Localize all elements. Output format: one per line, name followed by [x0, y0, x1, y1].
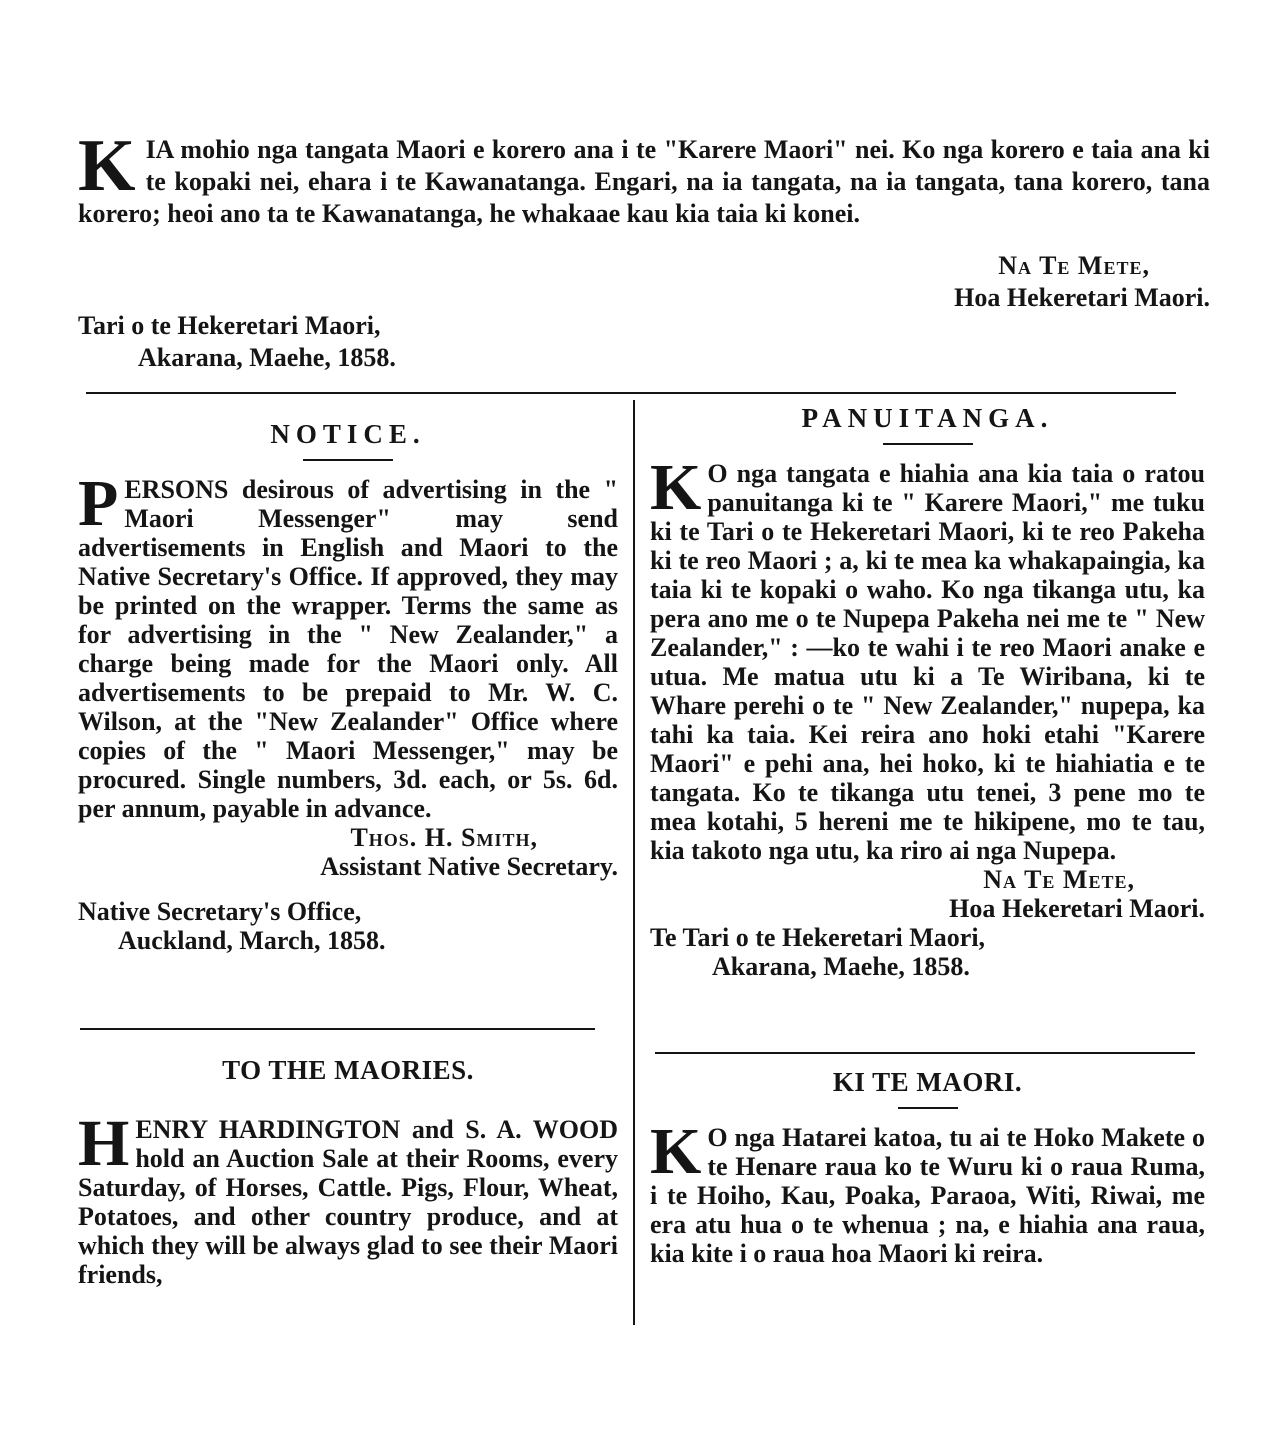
right-section-rule: [655, 1052, 1195, 1054]
ki-te-maori-text: O nga Hatarei katoa, tu ai te Hoko Makete o te Henare raua ko te Wuru ki o raua Ruma, i te Hoiho, Kau, Poaka, Paraoa, Witi, Riwai, me era atu hua o te whenua ; na, e hiahia ana raua, kia kite i o raua hoa Maori ki reira.: [650, 1123, 1205, 1268]
panuitanga-signature-title: Hoa Hekeretari Maori.: [949, 894, 1205, 923]
top-notice-text: IA mohio nga tangata Maori e korero ana i te "Karere Maori" nei. Ko nga korero e taia ana ki te kopaki nei, ehara i te Kawanatanga. Engari, na ia tangata, na ia tangata, tana korero, tana korero; heoi ano ta te Kawanatanga, he whakaae kau kia taia ki konei.: [78, 135, 1210, 228]
panuitanga-heading-rule: [883, 443, 973, 445]
top-notice-signature: [78, 250, 1210, 314]
panuitanga-heading: PANUITANGA.: [801, 403, 1054, 433]
to-maories-section: [78, 1056, 618, 1289]
ki-te-maori-body: [650, 1115, 1205, 1268]
notice-heading: NOTICE.: [270, 419, 426, 449]
ki-te-maori-dropcap: K: [650, 1115, 702, 1188]
left-section-rule: [80, 1028, 595, 1030]
notice-office-line2: Auckland, March, 1858.: [118, 926, 386, 955]
notice-heading-rule: [303, 459, 393, 461]
panuitanga-body: [650, 451, 1205, 865]
ki-te-maori-heading-rule: [898, 1107, 958, 1109]
panuitanga-signature-name: Na Te Mete,: [983, 865, 1135, 894]
top-notice-office: [78, 310, 396, 374]
to-maories-heading: TO THE MAORIES.: [222, 1055, 474, 1085]
panuitanga-office-line2: Akarana, Maehe, 1858.: [712, 952, 970, 981]
to-maories-text: ENRY HARDINGTON and S. A. WOOD hold an Auction Sale at their Rooms, every Saturday, of Horses, Cattle. Pigs, Flour, Wheat, Potatoes, and other country produce, and at which they will be always glad to see their Maori friends,: [78, 1115, 618, 1289]
notice-body: [78, 467, 618, 823]
to-maories-dropcap: H: [78, 1107, 130, 1180]
notice-office-line1: Native Secretary's Office,: [78, 897, 362, 926]
ki-te-maori-section: [650, 1068, 1205, 1268]
top-office-line1: Tari o te Hekeretari Maori,: [78, 311, 381, 340]
top-signature-title: Hoa Hekeretari Maori.: [954, 283, 1210, 312]
horizontal-rule: [86, 392, 1176, 394]
top-notice: [78, 125, 1210, 230]
to-maories-body: [78, 1107, 618, 1289]
top-office-line2: Akarana, Maehe, 1858.: [138, 343, 396, 372]
top-notice-dropcap: K: [78, 125, 136, 207]
column-divider: [633, 400, 635, 1325]
panuitanga-office-line1: Te Tari o te Hekeretari Maori,: [650, 923, 986, 952]
panuitanga-dropcap: K: [650, 451, 702, 524]
panuitanga-text: O nga tangata e hiahia ana kia taia o ratou panuitanga ki te " Karere Maori," me tuku ki te Tari o te Hekeretari Maori, ki te reo Pakeha ki te reo Maori ; a, ki te mea ka whakapaingia, ka taia ki te kopaki o waho. Ko nga tikanga utu, ka pera ano me o te Nupepa Pakeha nei me te " New Zealander," : —ko te wahi i te reo Maori anake e utua. Me matua utu ki a Te Wiribana, ki te Whare perehi o te " New Zealander," nupepa, ka tahi ka taia. Kei reira ano hoki etahi "Karere Maori" e pehi ana, hei hoko, ki te hiahiatia e te tangata. Ko te tikanga utu tenei, 3 pene mo te mea kotahi, 5 hereni me te hikipene, mo te tau, kia takoto nga utu, ka riro ai nga Nupepa.: [650, 459, 1205, 865]
notice-text: ERSONS desirous of advertising in the " Maori Messenger" may send advertisements in English and Maori to the Native Secretary's Office. If approved, they may be printed on the wrapper. Terms the same as for advertising in the " New Zealander," a charge being made for the Maori only. All advertisements to be prepaid to Mr. W. C. Wilson, at the "New Zealander" Office where copies of the " Maori Messenger," may be procured. Single numbers, 3d. each, or 5s. 6d. per annum, payable in advance.: [78, 475, 618, 823]
notice-section: [78, 420, 618, 955]
notice-dropcap: P: [78, 467, 119, 540]
ki-te-maori-heading: KI TE MAORI.: [832, 1067, 1023, 1097]
top-signature-name: Na Te Mete,: [998, 251, 1150, 280]
panuitanga-section: [650, 404, 1205, 981]
notice-signature-name: Thos. H. Smith,: [350, 823, 538, 852]
notice-signature-title: Assistant Native Secretary.: [320, 852, 618, 881]
